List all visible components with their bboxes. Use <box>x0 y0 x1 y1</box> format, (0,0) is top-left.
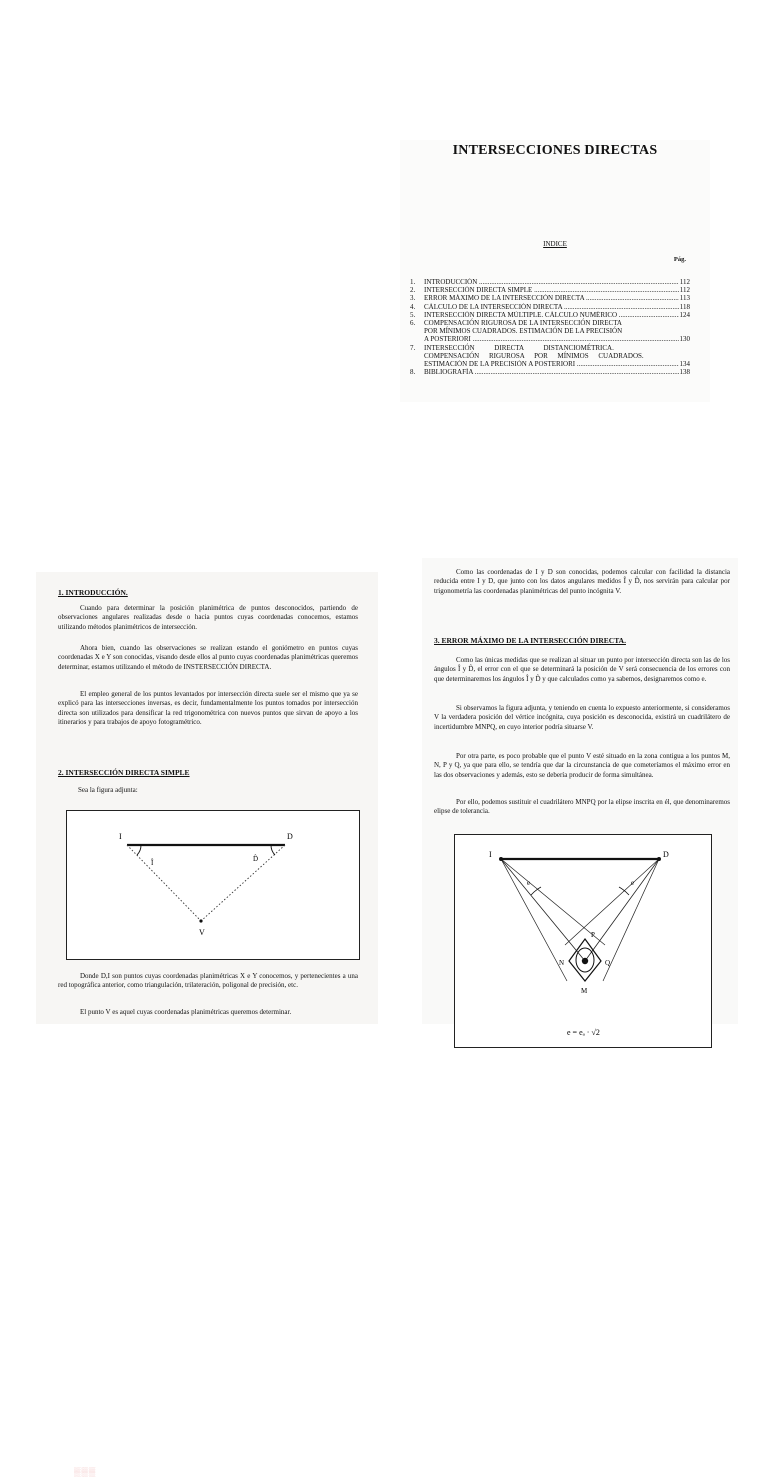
ray-i-v <box>501 859 585 961</box>
toc-entry: 6. COMPENSACIÓN RIGUROSA DE LA INTERSECCIÓN DIRECTA POR MÍNIMOS CUADRADOS. ESTIMACIÓN DE LA PRECISIÓN A POSTERIORI ..... 130 <box>410 319 690 344</box>
toc-entry: 1. INTRODUCCIÓN ..... 112 <box>410 278 690 286</box>
point-i <box>499 857 503 861</box>
label-angle-i: Î <box>151 859 154 867</box>
paragraph: Cuando para determinar la posición planimétrica de puntos desconocidos, partiendo de observaciones angulares realizadas desde o hacia puntos cuyas coordenadas conocemos, estamos utilizando métodos planimétricos de intersección. <box>58 604 358 631</box>
label-e-left: e <box>527 879 531 887</box>
toc-entry: 3. ERROR MÁXIMO DE LA INTERSECCIÓN DIRECTA ..... 113 <box>410 294 690 302</box>
paragraph: Ahora bien, cuando las observaciones se realizan estando el goniómetro en puntos cuyas coordenadas X e Y son conocidas, visando desde ellos al punto cuyas coordenadas planimétricas queremos determinar, estamos utilizando el método de INSTERSECCIÓN DIRECTA. <box>58 644 358 671</box>
angle-d-arc <box>271 845 275 855</box>
left-page <box>36 572 378 1477</box>
ray-i-upper <box>501 859 605 945</box>
ray-d-v <box>585 859 659 961</box>
label-d: D <box>287 832 293 841</box>
index-heading: INDICE <box>543 240 567 248</box>
section-3-heading: 3. ERROR MÁXIMO DE LA INTERSECCIÓN DIRECTA. <box>434 636 626 645</box>
label-i: I <box>489 850 492 859</box>
document-title: INTERSECCIONES DIRECTAS <box>452 143 658 158</box>
figure-intro: Sea la figura adjunta: <box>78 786 138 794</box>
paragraph: El punto V es aquel cuyas coordenadas planimétricas queremos determinar. <box>80 1008 292 1016</box>
toc-entry: 5. INTERSECCIÓN DIRECTA MÚLTIPLE. CÁLCULO NUMÉRICO ..... 124 <box>410 311 690 319</box>
point-d <box>657 857 661 861</box>
triangle-diagram <box>67 811 359 959</box>
ray-d-upper <box>565 859 659 945</box>
toc-entry: 4. CÁLCULO DE LA INTERSECCIÓN DIRECTA ..... 118 <box>410 303 690 311</box>
label-angle-d: D̂ <box>253 855 259 863</box>
point-v <box>199 919 202 922</box>
table-of-contents <box>410 278 690 376</box>
angle-i-arc <box>137 845 141 855</box>
label-v: V <box>199 928 205 937</box>
page-stain: ▒▒▒ <box>74 1467 97 1477</box>
paragraph: Por otra parte, es poco probable que el punto V esté situado en la zona contigua a los puntos M, N, P y Q, ya que para ello, se tendría que dar la circunstancia de que cometeríamos el máximo error en las dos observaciones y además, esto se debería producir de forma simultánea. <box>434 752 730 779</box>
label-m: M <box>581 987 588 995</box>
section-1-heading: 1. INTRODUCCIÓN. <box>58 588 128 597</box>
error-formula: e = eₐ · √2 <box>567 1028 600 1037</box>
ray-i-v <box>127 845 201 921</box>
label-n: N <box>559 959 565 967</box>
paragraph: Si observamos la figura adjunta, y teniendo en cuenta lo expuesto anteriormente, si consideramos V la verdadera posición del vértice incógnita, cuya posición es desconocida, existirá un cuadrilátero de incertidumbre MNPQ, en cuyo interior podría situarse V. <box>434 704 730 731</box>
simple-intersection-figure <box>66 810 360 960</box>
ray-d-v <box>201 845 285 921</box>
index-page <box>400 140 710 402</box>
page-column-label: Pág. <box>673 256 686 263</box>
paragraph: Por ello, podemos sustituir el cuadrilátero MNPQ por la elipse inscrita en él, que denominaremos elipse de tolerancia. <box>434 798 730 816</box>
point-v <box>582 958 588 964</box>
paragraph: Como las coordenadas de I y D son conocidas, podemos calcular con facilidad la distancia reducida entre I y D, que junto con los datos angulares medidos Î y D̂, nos servirán para calcular por trigonometría las coordenadas planimétricas del punto incógnita V. <box>434 568 730 595</box>
toc-entry: 8. BIBLIOGRAFÍA ..... 138 <box>410 368 690 376</box>
error-quadrilateral-figure <box>454 834 712 1048</box>
label-p: P <box>591 931 595 939</box>
toc-entry: 2. INTERSECCIÓN DIRECTA SIMPLE ..... 112 <box>410 286 690 294</box>
right-page <box>422 558 738 1037</box>
toc-entry: 7. INTERSECCIÓN DIRECTA DISTANCIOMÉTRICA. COMPENSACIÓN RIGUROSA POR MÍNIMOS CUADRADOS. ESTIMACIÓN DE LA PRECISIÓN A POSTERIORI ..... 134 <box>410 344 690 369</box>
ray-d-lower <box>603 859 659 981</box>
paragraph: El empleo general de los puntos levantados por intersección directa suele ser el mismo que ya se explicó para las intersecciones inversas, es decir, fundamentalmente los puntos tomados por intersección directa son utilizados para densificar la red trigonométrica con nuevos puntos que sirvan de apoyo a los itinerarios y para trabajos de apoyo fotogramétrico. <box>58 690 358 727</box>
paragraph: Donde D,I son puntos cuyas coordenadas planimétricas X e Y conocemos, y pertenecientes a una red topográfica anterior, como triangulación, trilateración, poligonal de precisión, etc. <box>58 972 358 990</box>
label-q: Q <box>605 959 611 967</box>
label-d: D <box>663 850 669 859</box>
section-2-heading: 2. INTERSECCIÓN DIRECTA SIMPLE <box>58 768 190 777</box>
tolerance-diagram <box>455 835 711 1047</box>
ray-i-lower <box>501 859 567 981</box>
label-e-right: e <box>631 879 635 887</box>
label-i: I <box>119 832 122 841</box>
paragraph: Como las únicas medidas que se realizan al situar un punto por intersección directa son las de los ángulos Î y D̂, el error con el que se determinará la posición de V será consecuencia de los errores con que determinaremos los ángulos Î y D̂ y que calculados como ya sabemos, designaremos como e. <box>434 656 730 683</box>
